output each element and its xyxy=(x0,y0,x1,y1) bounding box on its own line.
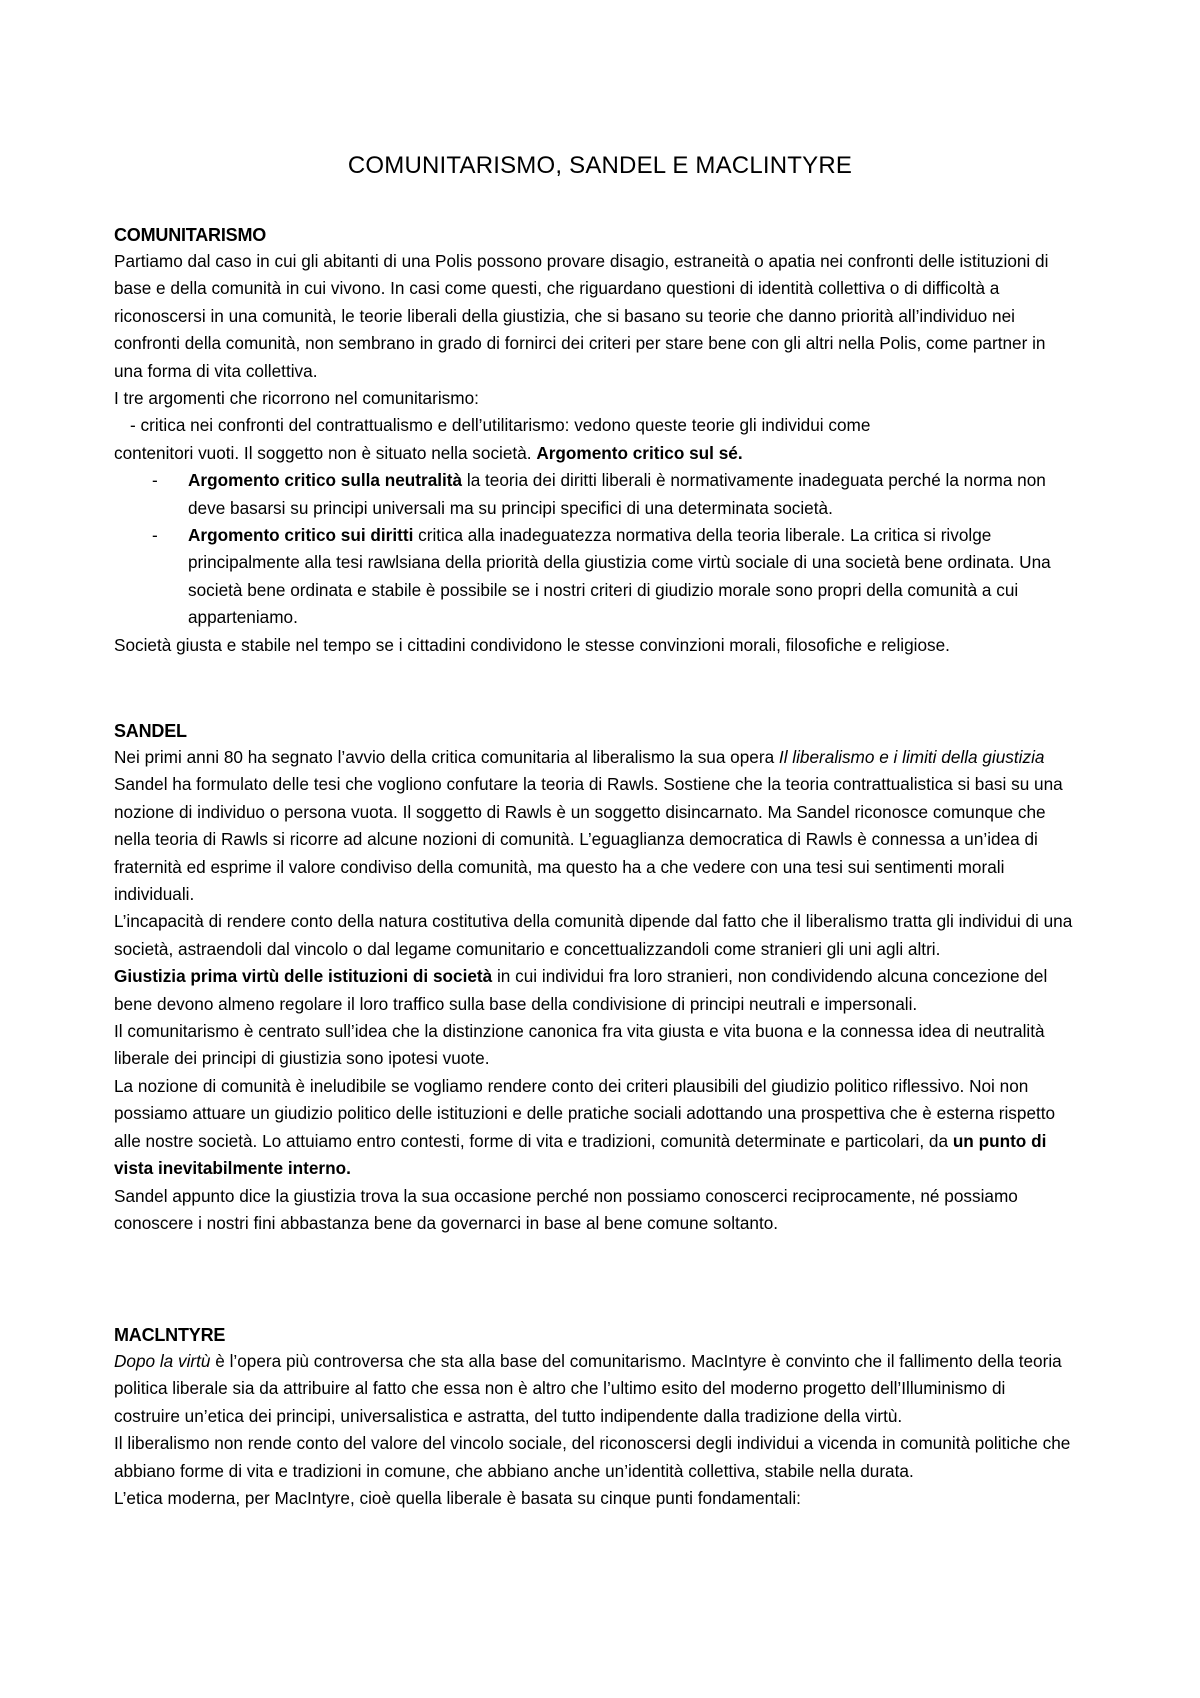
text-run: Nei primi anni 80 ha segnato l’avvio della critica comunitaria al liberalismo la sua opera xyxy=(114,747,779,767)
text-run: Sandel ha formulato delle tesi che vogliono confutare la teoria di Rawls. Sostiene che la teoria contrattualistica si basi su una nozione di individuo o persona vuota. Il soggetto di Rawls è un soggetto disincarnato. Ma Sandel riconosce comunque che nella teoria di Rawls si ricorre ad alcune nozioni di comunità. L’eguaglianza democratica di Rawls è connessa a un’idea di fraternità ed esprime il valore condiviso della comunità, ma questo ha a che vedere con una tesi sui sentimenti morali individuali. xyxy=(114,774,1063,905)
paragraph: Partiamo dal caso in cui gli abitanti di una Polis possono provare disagio, estraneità o apatia nei confronti delle istituzioni di base e della comunità in cui vivono. In casi come questi, che riguardano questioni di identità collettiva o di difficoltà a riconoscersi in una comunità, le teorie liberali della giustizia, che si basano su teorie che danno priorità all’individuo nei confronti della comunità, non sembrano in grado di fornirci dei criteri per stare bene con gli altri nella Polis, come partner in una forma di vita collettiva. xyxy=(114,251,1049,381)
paragraph xyxy=(114,440,1074,467)
text-run: in cui individui fra loro stranieri, non condividendo alcuna concezione del bene devono almeno regolare il loro traffico sulla base della condivisione di principi neutrali e impersonali. xyxy=(114,966,1048,1014)
paragraph xyxy=(114,1073,1074,1183)
paragraph: Il liberalismo non rende conto del valore del vincolo sociale, del riconoscersi degli individui a vicenda in comunità politiche che abbiano forme di vita e tradizioni in comune, che abbiano anche un’identità collettiva, stabile nella durata. xyxy=(114,1433,1071,1481)
text-run: La nozione di comunità è ineludibile se vogliamo rendere conto dei criteri plausibili del giudizio politico riflessivo. Noi non possiamo attuare un giudizio politico delle istituzioni e delle pratiche sociali adottando una prospettiva che è esterna rispetto alle nostre società. Lo attuiamo entro contesti, forme di vita e tradizioni, comunità determinate e particolari, da xyxy=(114,1075,1056,1151)
text-run: la teoria dei diritti liberali è normativamente inadeguata perché la norma non deve basarsi su principi universali ma su principi specifici di una determinata società. xyxy=(188,470,1046,518)
list-item: - critica nei confronti del contrattualismo e dell’utilitarismo: vedono queste teorie gli individui come xyxy=(130,415,871,436)
paragraph: L’incapacità di rendere conto della natura costitutiva della comunità dipende dal fatto che il liberalismo tratta gli individui di una società, astraendoli dal vincolo o dal legame comunitario e concettualizzandoli come stranieri gli uni agli altri. xyxy=(114,911,1073,959)
paragraph: L’etica moderna, per MacIntyre, cioè quella liberale è basata su cinque punti fondamentali: xyxy=(114,1488,801,1509)
paragraph: I tre argomenti che ricorrono nel comunitarismo: xyxy=(114,388,479,409)
text-run: è l’opera più controversa che sta alla base del comunitarismo. MacIntyre è convinto che il fallimento della teoria politica liberale sia da attribuire al fatto che essa non è altro che l’ultimo esito del moderno progetto dell’Illuminismo di costruire un’etica dei principi, universalistica e astratta, del tutto indipendente dalla tradizione della virtù. xyxy=(114,1351,1062,1426)
paragraph xyxy=(114,744,1074,908)
list-item xyxy=(114,467,1074,522)
bold-text: un punto di vista inevitabilmente interno. xyxy=(114,1130,1047,1179)
section-heading: COMUNITARISMO xyxy=(114,225,267,245)
list-item xyxy=(114,522,1074,632)
bold-text: Argomento critico sul sé. xyxy=(536,442,743,463)
italic-text: Dopo la virtù xyxy=(114,1351,211,1371)
text-run: critica alla inadeguatezza normativa della teoria liberale. La critica si rivolge principalmente alla tesi rawlsiana della priorità della giustizia come virtù sociale di una società bene ordinata. Una società bene ordinata e stabile è possibile se i nostri criteri di giudizio morale sono propri della comunità a cui apparteniamo. xyxy=(188,525,1051,628)
section-macintyre xyxy=(114,1322,1074,1512)
section-comunitarismo xyxy=(114,222,1074,659)
document-title: COMUNITARISMO, SANDEL E MACLINTYRE xyxy=(347,152,853,179)
section-heading: SANDEL xyxy=(114,721,187,741)
section-sandel xyxy=(114,718,1074,1237)
paragraph xyxy=(114,963,1074,1018)
italic-text: Il liberalismo e i limiti della giustizia xyxy=(778,747,1045,767)
text-run: contenitori vuoti. Il soggetto non è situato nella società. xyxy=(114,442,537,463)
paragraph xyxy=(114,1348,1074,1430)
bold-text: Argomento critico sui diritti xyxy=(188,525,414,546)
paragraph: Sandel appunto dice la giustizia trova la sua occasione perché non possiamo conoscerci reciprocamente, né possiamo conoscere i nostri fini abbastanza bene da governarci in base al bene comune soltanto. xyxy=(114,1185,1018,1233)
section-heading: MACLNTYRE xyxy=(114,1325,226,1345)
paragraph: Il comunitarismo è centrato sull’idea che la distinzione canonica fra vita giusta e vita buona e la connessa idea di neutralità liberale dei principi di giustizia sono ipotesi vuote. xyxy=(114,1021,1045,1069)
bold-text: Argomento critico sulla neutralità xyxy=(188,470,463,491)
dash-list xyxy=(114,467,1074,631)
paragraph: Società giusta e stabile nel tempo se i cittadini condividono le stesse convinzioni morali, filosofiche e religiose. xyxy=(114,634,950,655)
bold-text: Giustizia prima virtù delle istituzioni di società xyxy=(114,966,493,987)
